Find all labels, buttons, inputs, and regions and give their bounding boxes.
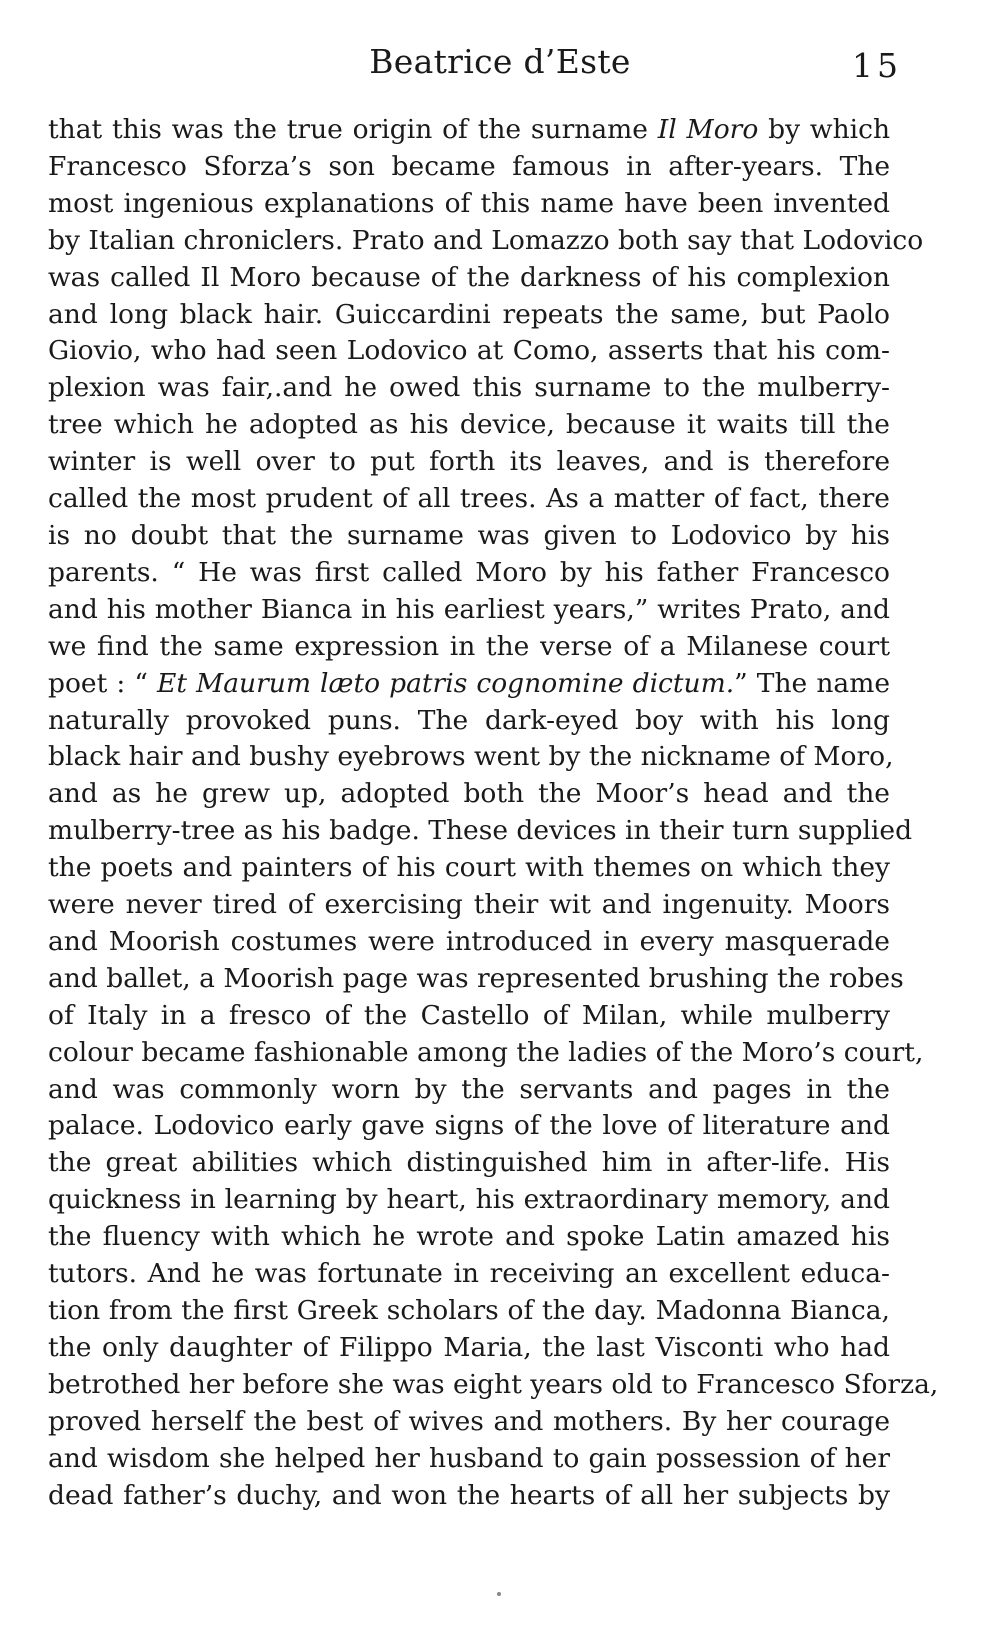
text-line (48, 703, 890, 740)
italic-text: Et Maurum læto patris cognomine dictum. (157, 667, 735, 699)
text-run: naturally provoked puns. The dark-eyed boy with his long (48, 704, 890, 736)
text-line (48, 333, 890, 370)
text-line (48, 186, 890, 223)
body-text (48, 112, 939, 1514)
text-line (48, 149, 890, 186)
printer-mark (497, 1592, 501, 1596)
text-line (48, 555, 890, 592)
text-run: was called Il Moro because of the darkness of his complexion (48, 261, 890, 293)
text-line (48, 1219, 890, 1256)
text-run: colour became fashionable among the ladies of the Moro’s court, (48, 1036, 924, 1068)
text-run: tree which he adopted as his device, because it waits till the (48, 409, 890, 441)
text-run: proved herself the best of wives and mothers. By her courage (48, 1405, 890, 1437)
text-run: winter is well over to put forth its leaves, and is therefore (48, 446, 890, 478)
text-run: mulberry-tree as his badge. These devices in their turn supplied (48, 815, 913, 847)
italic-text: Il Moro (657, 114, 759, 145)
text-line (48, 739, 894, 776)
text-line (48, 260, 890, 297)
text-line (48, 1330, 890, 1367)
text-line (48, 112, 890, 149)
text-line (48, 1108, 890, 1145)
text-run: Giovio, who had seen Lodovico at Como, asserts that his com- (48, 335, 890, 367)
text-line (48, 961, 904, 998)
text-line (48, 1404, 890, 1441)
text-run: black hair and bushy eyebrows went by the nickname of Moro, (48, 741, 894, 773)
text-line (48, 629, 890, 666)
text-run: palace. Lodovico early gave signs of the love of literature and (48, 1110, 890, 1142)
text-run: and wisdom she helped her husband to gain possession of her (48, 1442, 890, 1474)
text-line (48, 223, 924, 260)
text-line (48, 297, 890, 334)
text-run: and as he grew up, adopted both the Moor’s head and the (48, 778, 890, 810)
text-line (48, 1145, 890, 1182)
text-line (48, 1367, 939, 1404)
text-run: the only daughter of Filippo Maria, the last Visconti who had (48, 1331, 890, 1363)
text-line (48, 850, 890, 887)
text-run: quickness in learning by heart, his extraordinary memory, and (48, 1184, 890, 1216)
text-run: by which (758, 114, 891, 145)
running-head (0, 38, 1000, 88)
page-number: 15 (852, 46, 902, 85)
text-run: by Italian chroniclers. Prato and Lomazzo both say that Lodovico (48, 224, 924, 256)
text-line (48, 666, 890, 703)
text-line (48, 924, 890, 961)
text-run: of Italy in a fresco of the Castello of Milan, while mulberry (48, 999, 890, 1031)
text-run: and ballet, a Moorish page was represented brushing the robes (48, 962, 904, 994)
text-line (48, 813, 913, 850)
text-line (48, 1478, 890, 1515)
text-run: tutors. And he was fortunate in receiving an excellent educa- (48, 1258, 890, 1290)
text-run: we find the same expression in the verse of a Milanese court (48, 630, 890, 662)
page-title: Beatrice d’Este (369, 42, 631, 81)
text-run: ” The name (734, 667, 891, 699)
text-run: and was commonly worn by the servants and pages in the (48, 1073, 890, 1105)
text-run: the poets and painters of his court with themes on which they (48, 852, 890, 884)
text-line (48, 518, 890, 555)
text-line (48, 1293, 890, 1330)
text-run: and long black hair. Guiccardini repeats the same, but Paolo (48, 298, 890, 330)
text-line (48, 998, 890, 1035)
text-run: and Moorish costumes were introduced in every masquerade (48, 925, 890, 957)
text-run: and his mother Bianca in his earliest years,” writes Prato, and (48, 593, 890, 625)
text-line (48, 1072, 890, 1109)
text-line (48, 887, 890, 924)
text-run: most ingenious explanations of this name have been invented (48, 187, 890, 219)
text-run: were never tired of exercising their wit and ingenuity. Moors (48, 889, 890, 921)
text-line (48, 1035, 924, 1072)
text-run: that this was the true origin of the surname (48, 114, 658, 145)
text-line (48, 1182, 890, 1219)
text-line (48, 407, 890, 444)
text-line (48, 592, 890, 629)
text-run: plexion was fair,.and he owed this surname to the mulberry- (48, 372, 890, 404)
text-line (48, 1441, 890, 1478)
text-run: dead father’s duchy, and won the hearts of all her subjects by (48, 1479, 890, 1511)
text-run: poet : “ (48, 667, 158, 699)
text-line (48, 481, 890, 518)
text-run: the fluency with which he wrote and spoke Latin amazed his (48, 1221, 890, 1253)
text-run: the great abilities which distinguished him in after-life. His (48, 1147, 890, 1179)
text-run: Francesco Sforza’s son became famous in after-years. The (48, 150, 890, 182)
text-run: is no doubt that the surname was given to Lodovico by his (48, 519, 890, 551)
text-line (48, 1256, 890, 1293)
text-line (48, 776, 890, 813)
text-run: parents. “ He was first called Moro by his father Francesco (48, 556, 890, 588)
text-run: betrothed her before she was eight years old to Francesco Sforza, (48, 1368, 939, 1400)
text-run: called the most prudent of all trees. As a matter of fact, there (48, 483, 890, 515)
text-line (48, 370, 890, 407)
text-line (48, 444, 890, 481)
text-run: tion from the first Greek scholars of the day. Madonna Bianca, (48, 1295, 890, 1326)
